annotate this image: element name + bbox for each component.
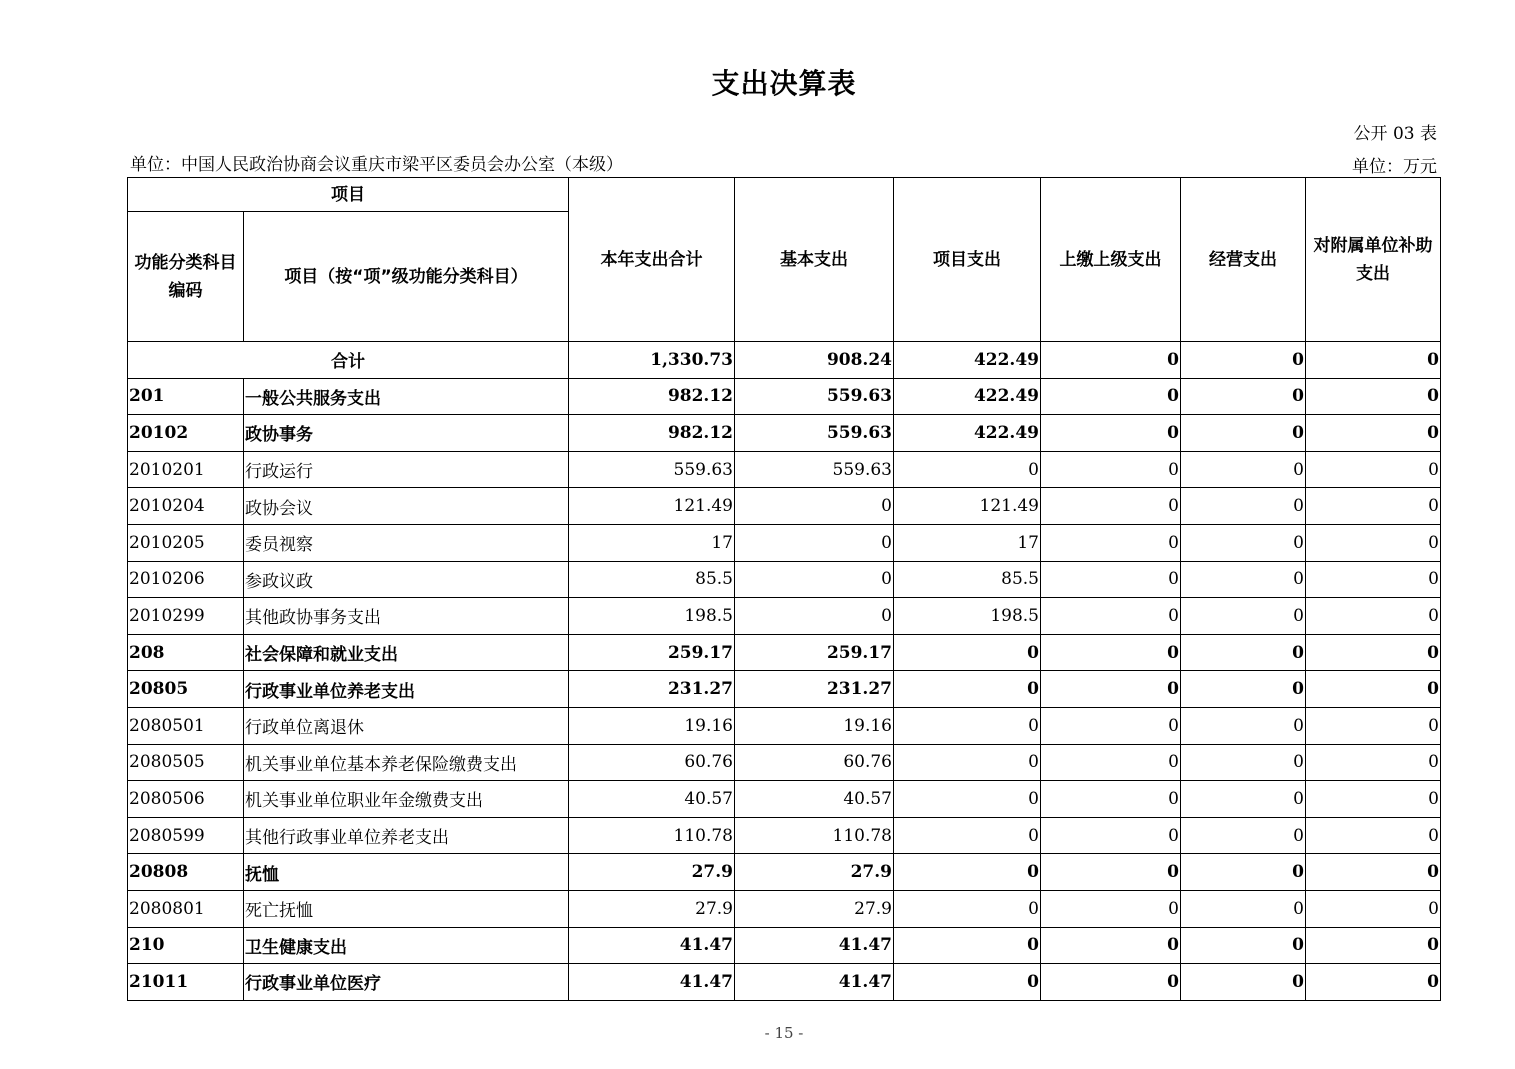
cell-code: 2010299 bbox=[128, 598, 244, 635]
cell-code: 21011 bbox=[128, 964, 244, 1001]
header-subsidy: 对附属单位补助支出 bbox=[1306, 178, 1441, 342]
table-row bbox=[128, 817, 1441, 854]
cell-total: 198.5 bbox=[569, 598, 735, 635]
table-row bbox=[128, 561, 1441, 598]
cell-business: 0 bbox=[1181, 781, 1306, 818]
header-project: 项目支出 bbox=[894, 178, 1041, 342]
cell-total: 110.78 bbox=[569, 817, 735, 854]
table-row bbox=[128, 524, 1441, 561]
cell-upper: 0 bbox=[1041, 561, 1181, 598]
cell-project: 0 bbox=[894, 451, 1041, 488]
table-row bbox=[128, 744, 1441, 781]
cell-total: 121.49 bbox=[569, 488, 735, 525]
cell-name: 死亡抚恤 bbox=[244, 890, 569, 927]
cell-project: 0 bbox=[894, 927, 1041, 964]
cell-name: 卫生健康支出 bbox=[244, 927, 569, 964]
header-business: 经营支出 bbox=[1181, 178, 1306, 342]
cell-total: 259.17 bbox=[569, 634, 735, 671]
cell-business: 0 bbox=[1181, 817, 1306, 854]
header-name: 项目（按“项”级功能分类科目） bbox=[244, 212, 569, 342]
cell-basic: 231.27 bbox=[735, 671, 894, 708]
cell-code: 210 bbox=[128, 927, 244, 964]
header-upper: 上缴上级支出 bbox=[1041, 178, 1181, 342]
cell-subsidy: 0 bbox=[1306, 634, 1441, 671]
cell-subsidy: 0 bbox=[1306, 707, 1441, 744]
cell-project: 422.49 bbox=[894, 415, 1041, 452]
cell-project: 0 bbox=[894, 854, 1041, 891]
cell-name: 参政议政 bbox=[244, 561, 569, 598]
cell-business: 0 bbox=[1181, 671, 1306, 708]
cell-code: 20805 bbox=[128, 671, 244, 708]
total-label: 合计 bbox=[128, 342, 569, 379]
cell-name: 政协会议 bbox=[244, 488, 569, 525]
cell-business: 0 bbox=[1181, 890, 1306, 927]
cell-basic: 559.63 bbox=[735, 451, 894, 488]
cell-basic: 259.17 bbox=[735, 634, 894, 671]
cell-total: 982.12 bbox=[569, 415, 735, 452]
page-number: - 15 - bbox=[764, 1024, 804, 1042]
cell-project: 0 bbox=[894, 707, 1041, 744]
cell-project: 121.49 bbox=[894, 488, 1041, 525]
cell-name: 政协事务 bbox=[244, 415, 569, 452]
cell-name: 行政单位离退休 bbox=[244, 707, 569, 744]
cell-subsidy: 0 bbox=[1306, 890, 1441, 927]
cell-upper: 0 bbox=[1041, 634, 1181, 671]
form-number: 公开 03 表 bbox=[1353, 124, 1437, 144]
total-business: 0 bbox=[1181, 342, 1306, 379]
table-row bbox=[128, 378, 1441, 415]
currency-unit: 单位：万元 bbox=[1352, 157, 1437, 177]
cell-business: 0 bbox=[1181, 598, 1306, 635]
table-row bbox=[128, 671, 1441, 708]
header-code: 功能分类科目编码 bbox=[128, 212, 244, 342]
cell-total: 40.57 bbox=[569, 781, 735, 818]
cell-total: 27.9 bbox=[569, 890, 735, 927]
cell-upper: 0 bbox=[1041, 744, 1181, 781]
cell-upper: 0 bbox=[1041, 707, 1181, 744]
table-row bbox=[128, 451, 1441, 488]
cell-code: 20102 bbox=[128, 415, 244, 452]
cell-subsidy: 0 bbox=[1306, 854, 1441, 891]
cell-code: 2080501 bbox=[128, 707, 244, 744]
page-title: 支出决算表 bbox=[711, 67, 857, 100]
cell-upper: 0 bbox=[1041, 781, 1181, 818]
cell-project: 0 bbox=[894, 817, 1041, 854]
cell-business: 0 bbox=[1181, 451, 1306, 488]
cell-business: 0 bbox=[1181, 927, 1306, 964]
cell-upper: 0 bbox=[1041, 927, 1181, 964]
cell-project: 422.49 bbox=[894, 378, 1041, 415]
cell-basic: 19.16 bbox=[735, 707, 894, 744]
cell-subsidy: 0 bbox=[1306, 598, 1441, 635]
cell-project: 17 bbox=[894, 524, 1041, 561]
cell-project: 0 bbox=[894, 671, 1041, 708]
table-row bbox=[128, 964, 1441, 1001]
cell-total: 982.12 bbox=[569, 378, 735, 415]
cell-upper: 0 bbox=[1041, 671, 1181, 708]
cell-code: 2010205 bbox=[128, 524, 244, 561]
cell-business: 0 bbox=[1181, 561, 1306, 598]
cell-business: 0 bbox=[1181, 744, 1306, 781]
cell-upper: 0 bbox=[1041, 378, 1181, 415]
cell-basic: 0 bbox=[735, 524, 894, 561]
cell-name: 机关事业单位基本养老保险缴费支出 bbox=[244, 744, 569, 781]
cell-basic: 559.63 bbox=[735, 378, 894, 415]
cell-subsidy: 0 bbox=[1306, 524, 1441, 561]
cell-name: 一般公共服务支出 bbox=[244, 378, 569, 415]
table-row bbox=[128, 781, 1441, 818]
cell-name: 委员视察 bbox=[244, 524, 569, 561]
cell-code: 2080599 bbox=[128, 817, 244, 854]
cell-name: 机关事业单位职业年金缴费支出 bbox=[244, 781, 569, 818]
cell-name: 抚恤 bbox=[244, 854, 569, 891]
cell-subsidy: 0 bbox=[1306, 781, 1441, 818]
cell-code: 2080505 bbox=[128, 744, 244, 781]
cell-upper: 0 bbox=[1041, 817, 1181, 854]
cell-project: 0 bbox=[894, 781, 1041, 818]
cell-total: 85.5 bbox=[569, 561, 735, 598]
cell-total: 60.76 bbox=[569, 744, 735, 781]
cell-business: 0 bbox=[1181, 488, 1306, 525]
cell-subsidy: 0 bbox=[1306, 561, 1441, 598]
cell-basic: 110.78 bbox=[735, 817, 894, 854]
cell-basic: 0 bbox=[735, 488, 894, 525]
cell-total: 231.27 bbox=[569, 671, 735, 708]
table-row bbox=[128, 598, 1441, 635]
cell-basic: 41.47 bbox=[735, 927, 894, 964]
cell-project: 0 bbox=[894, 890, 1041, 927]
cell-basic: 0 bbox=[735, 561, 894, 598]
cell-subsidy: 0 bbox=[1306, 415, 1441, 452]
cell-code: 208 bbox=[128, 634, 244, 671]
cell-business: 0 bbox=[1181, 634, 1306, 671]
table-row bbox=[128, 415, 1441, 452]
reporting-unit: 单位：中国人民政治协商会议重庆市梁平区委员会办公室（本级） bbox=[130, 155, 623, 175]
cell-business: 0 bbox=[1181, 964, 1306, 1001]
cell-upper: 0 bbox=[1041, 854, 1181, 891]
cell-subsidy: 0 bbox=[1306, 451, 1441, 488]
table-row bbox=[128, 634, 1441, 671]
total-upper: 0 bbox=[1041, 342, 1181, 379]
cell-basic: 0 bbox=[735, 598, 894, 635]
total-subsidy: 0 bbox=[1306, 342, 1441, 379]
cell-code: 2010206 bbox=[128, 561, 244, 598]
header-item-group: 项目 bbox=[128, 178, 569, 212]
cell-code: 2080506 bbox=[128, 781, 244, 818]
table-row bbox=[128, 890, 1441, 927]
cell-name: 其他行政事业单位养老支出 bbox=[244, 817, 569, 854]
cell-upper: 0 bbox=[1041, 488, 1181, 525]
cell-subsidy: 0 bbox=[1306, 817, 1441, 854]
cell-subsidy: 0 bbox=[1306, 927, 1441, 964]
cell-code: 2010201 bbox=[128, 451, 244, 488]
table-row bbox=[128, 488, 1441, 525]
cell-project: 85.5 bbox=[894, 561, 1041, 598]
cell-code: 2080801 bbox=[128, 890, 244, 927]
cell-code: 20808 bbox=[128, 854, 244, 891]
cell-business: 0 bbox=[1181, 415, 1306, 452]
cell-name: 行政事业单位医疗 bbox=[244, 964, 569, 1001]
cell-project: 0 bbox=[894, 744, 1041, 781]
total-project: 422.49 bbox=[894, 342, 1041, 379]
cell-name: 行政事业单位养老支出 bbox=[244, 671, 569, 708]
cell-basic: 559.63 bbox=[735, 415, 894, 452]
table-row bbox=[128, 927, 1441, 964]
cell-upper: 0 bbox=[1041, 524, 1181, 561]
cell-subsidy: 0 bbox=[1306, 378, 1441, 415]
cell-basic: 27.9 bbox=[735, 854, 894, 891]
cell-project: 0 bbox=[894, 634, 1041, 671]
cell-total: 41.47 bbox=[569, 927, 735, 964]
cell-total: 559.63 bbox=[569, 451, 735, 488]
cell-upper: 0 bbox=[1041, 964, 1181, 1001]
cell-business: 0 bbox=[1181, 707, 1306, 744]
cell-code: 2010204 bbox=[128, 488, 244, 525]
cell-name: 行政运行 bbox=[244, 451, 569, 488]
cell-subsidy: 0 bbox=[1306, 964, 1441, 1001]
cell-name: 社会保障和就业支出 bbox=[244, 634, 569, 671]
cell-total: 41.47 bbox=[569, 964, 735, 1001]
table-row bbox=[128, 707, 1441, 744]
cell-basic: 40.57 bbox=[735, 781, 894, 818]
cell-total: 17 bbox=[569, 524, 735, 561]
total-row bbox=[128, 342, 1441, 379]
cell-business: 0 bbox=[1181, 378, 1306, 415]
cell-upper: 0 bbox=[1041, 415, 1181, 452]
cell-upper: 0 bbox=[1041, 451, 1181, 488]
total-basic: 908.24 bbox=[735, 342, 894, 379]
total-total: 1,330.73 bbox=[569, 342, 735, 379]
cell-basic: 41.47 bbox=[735, 964, 894, 1001]
cell-subsidy: 0 bbox=[1306, 744, 1441, 781]
cell-business: 0 bbox=[1181, 524, 1306, 561]
header-basic: 基本支出 bbox=[735, 178, 894, 342]
cell-total: 27.9 bbox=[569, 854, 735, 891]
table-row bbox=[128, 854, 1441, 891]
cell-project: 198.5 bbox=[894, 598, 1041, 635]
cell-code: 201 bbox=[128, 378, 244, 415]
cell-subsidy: 0 bbox=[1306, 488, 1441, 525]
header-total: 本年支出合计 bbox=[569, 178, 735, 342]
cell-upper: 0 bbox=[1041, 890, 1181, 927]
cell-subsidy: 0 bbox=[1306, 671, 1441, 708]
cell-total: 19.16 bbox=[569, 707, 735, 744]
cell-name: 其他政协事务支出 bbox=[244, 598, 569, 635]
cell-basic: 27.9 bbox=[735, 890, 894, 927]
cell-business: 0 bbox=[1181, 854, 1306, 891]
expenditure-table bbox=[127, 177, 1441, 1001]
cell-project: 0 bbox=[894, 964, 1041, 1001]
cell-upper: 0 bbox=[1041, 598, 1181, 635]
cell-basic: 60.76 bbox=[735, 744, 894, 781]
